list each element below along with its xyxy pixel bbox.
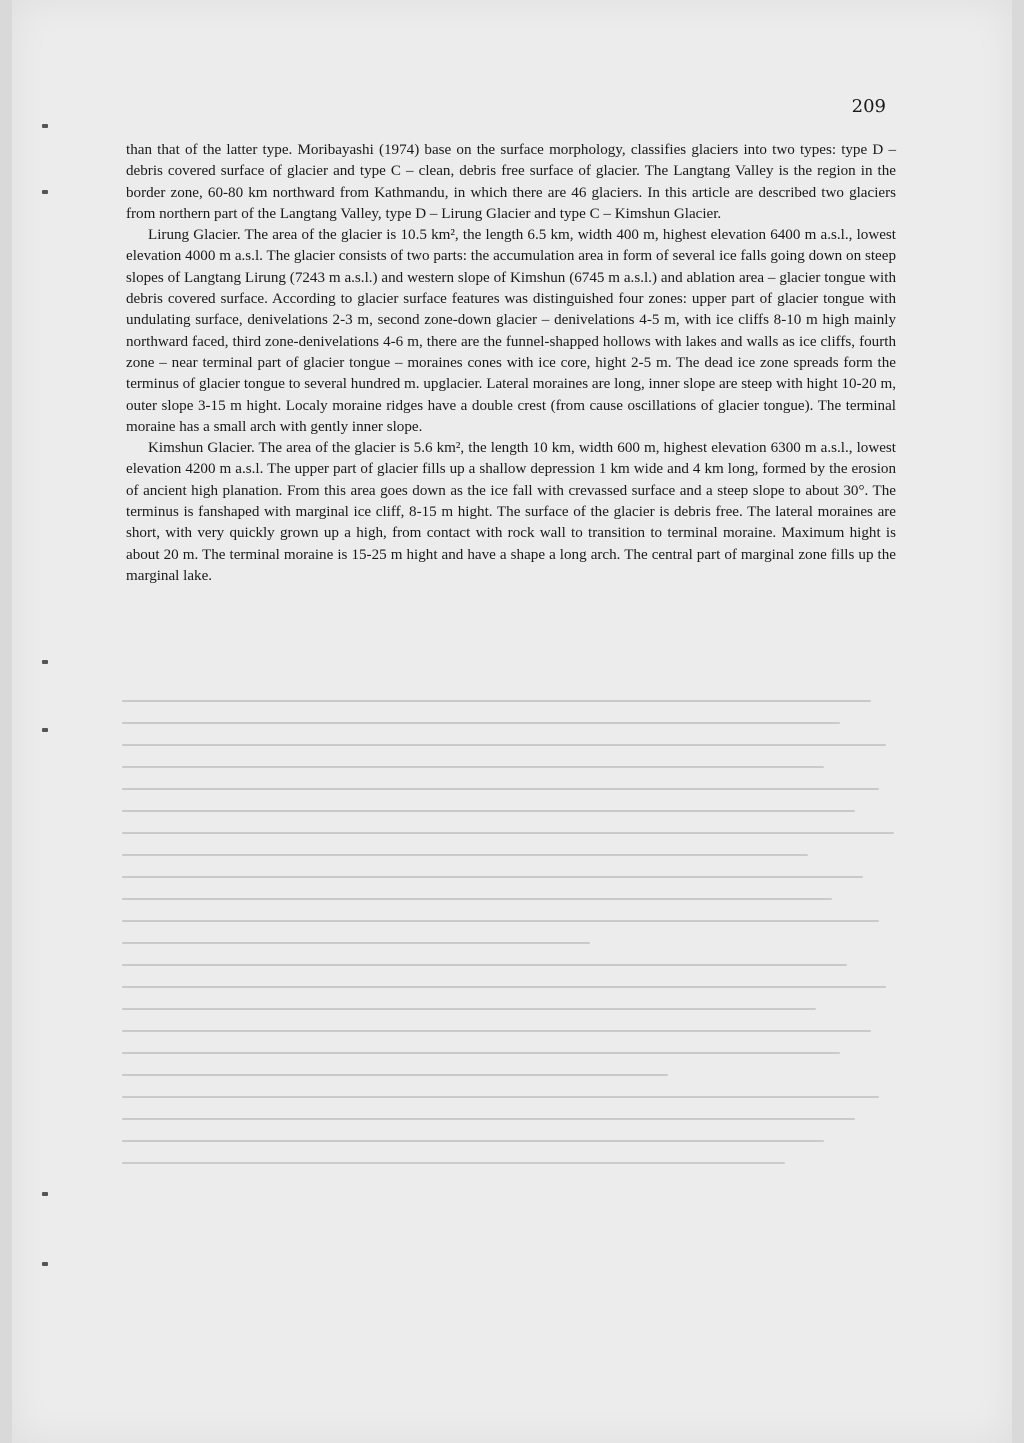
page-number: 209 <box>851 96 886 117</box>
paragraph-lirung-glacier: Lirung Glacier. The area of the glacier is 10.5 km², the length 6.5 km, width 400 m, highest elevation 6400 m a.s.l., lowest elevation 4000 m a.s.l. The glacier consists of two parts: the accumulation area in form of several ice falls going down on steep slopes of Langtang Lirung (7243 m a.s.l.) and western slope of Kimshun (6745 m a.s.l.) and ablation area – glacier tongue with debris covered surface. According to glacier surface features was distinguished four zones: upper part of glacier tongue with undulating surface, denivelations 2-3 m, second zone-down glacier – denivelations 4-5 m, with ice cliffs 8-10 m high mainly northward faced, third zone-denivelations 4-6 m, there are the funnel-shapped hollows with lakes and walls as ice cliffs, fourth zone – near terminal part of glacier tongue – moraines cones with ice core, hight 2-5 m. The dead ice zone spreads form the terminus of glacier tongue to several hundred m. upglacier. Lateral moraines are long, inner slope are steep with hight 10-20 m, outer slope 3-15 m hight. Localy moraine ridges have a double crest (from cause oscillations of glacier tongue). The terminal moraine has a small arch with gently inner slope. <box>126 227 896 435</box>
paragraph-kimshun-glacier: Kimshun Glacier. The area of the glacier is 5.6 km², the length 10 km, width 600 m, highest elevation 6300 m a.s.l., lowest elevation 4200 m a.s.l. The upper part of glacier fills up a shallow depression 1 km wide and 4 km long, formed by the erosion of ancient high planation. From this area goes down as the ice fall with crevassed surface and a steep slope to about 30°. The terminus is fanshaped with marginal ice cliff, 8-15 m hight. The surface of the glacier is debris free. The lateral moraines are short, with very quickly grown up a high, from contact with rock wall to transition to terminal moraine. Maximum hight is about 20 m. The terminal moraine is 15-25 m hight and have a shape a long arch. The central part of marginal zone fills up the marginal lake. <box>126 440 896 584</box>
binding-hole-mark <box>42 1262 48 1266</box>
binding-hole-mark <box>42 660 48 664</box>
binding-hole-mark <box>42 728 48 732</box>
binding-hole-mark <box>42 1192 48 1196</box>
binding-hole-mark <box>42 124 48 128</box>
binding-hole-mark <box>42 190 48 194</box>
document-page <box>12 0 1012 1443</box>
show-through-text <box>122 700 902 1320</box>
paragraph-intro: than that of the latter type. Moribayashi (1974) base on the surface morphology, classifies glaciers into two types: type D – debris covered surface of glacier and type C – clean, debris free surface of glacier. The Langtang Valley is the region in the border zone, 60-80 km northward from Kathmandu, in which there are 46 glaciers. In this article are described two glaciers from northern part of the Langtang Valley, type D – Lirung Glacier and type C – Kimshun Glacier. <box>126 142 896 222</box>
article-body <box>126 140 896 587</box>
